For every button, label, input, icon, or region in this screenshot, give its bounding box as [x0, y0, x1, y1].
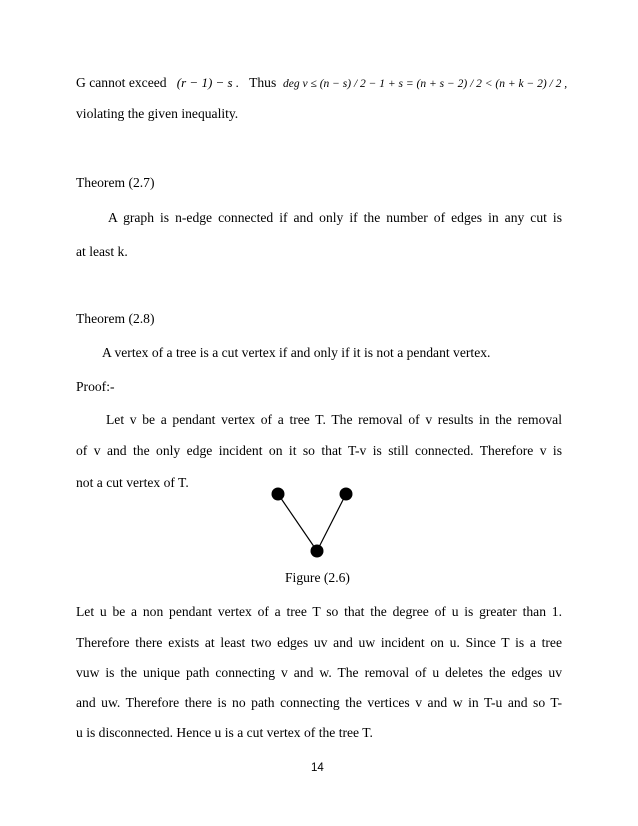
proof-p1-line3: not a cut vertex of T. [76, 475, 189, 490]
p1-lead-text: G cannot exceed [76, 75, 167, 90]
theorem-2-7-line1: A graph is n-edge connected if and only if the number of edges in any cut is [108, 210, 562, 225]
proof-label: Proof:- [76, 379, 115, 394]
vertex-v [272, 488, 285, 501]
vertex-w [340, 488, 353, 501]
proof-p1-line2: of v and the only edge incident on it so that T-v is still connected. Therefore v is [76, 443, 562, 458]
proof-p2-line2: Therefore there exists at least two edges uv and uw incident on u. Since T is a tree [76, 635, 562, 650]
proof-p2-line4: and uw. Therefore there is no path connecting the vertices v and w in T-u and so T- [76, 695, 562, 710]
theorem-2-8-statement: A vertex of a tree is a cut vertex if and only if it is not a pendant vertex. [102, 345, 491, 360]
edge-left [278, 494, 317, 551]
theorem-2-8-heading: Theorem (2.8) [76, 311, 155, 326]
theorem-2-7-line2: at least k. [76, 244, 128, 259]
proof-p1-line1: Let v be a pendant vertex of a tree T. The removal of v results in the removal [106, 412, 562, 427]
edge-right [317, 494, 346, 551]
p1-math-expression-1: (r − 1) − s . [176, 75, 240, 90]
p1-line1 [76, 76, 567, 91]
proof-p2-line5: u is disconnected. Hence u is a cut vertex of the tree T. [76, 725, 373, 740]
theorem-2-7-heading: Theorem (2.7) [76, 175, 155, 190]
proof-p2-line1: Let u be a non pendant vertex of a tree T so that the degree of u is greater than 1. [76, 604, 562, 619]
p1-math-expression-2: deg v ≤ (n − s) / 2 − 1 + s = (n + s − 2) / 2 < (n + k − 2) / 2 , [283, 78, 568, 90]
tree-figure [260, 482, 380, 562]
p1-line2: violating the given inequality. [76, 106, 239, 121]
figure-caption: Figure (2.6) [285, 570, 350, 585]
proof-p2-line3: vuw is the unique path connecting v and w. The removal of u deletes the edges uv [76, 665, 562, 680]
vertex-u [311, 545, 324, 558]
page-number: 14 [311, 762, 324, 774]
p1-thus-word: Thus [249, 75, 277, 90]
